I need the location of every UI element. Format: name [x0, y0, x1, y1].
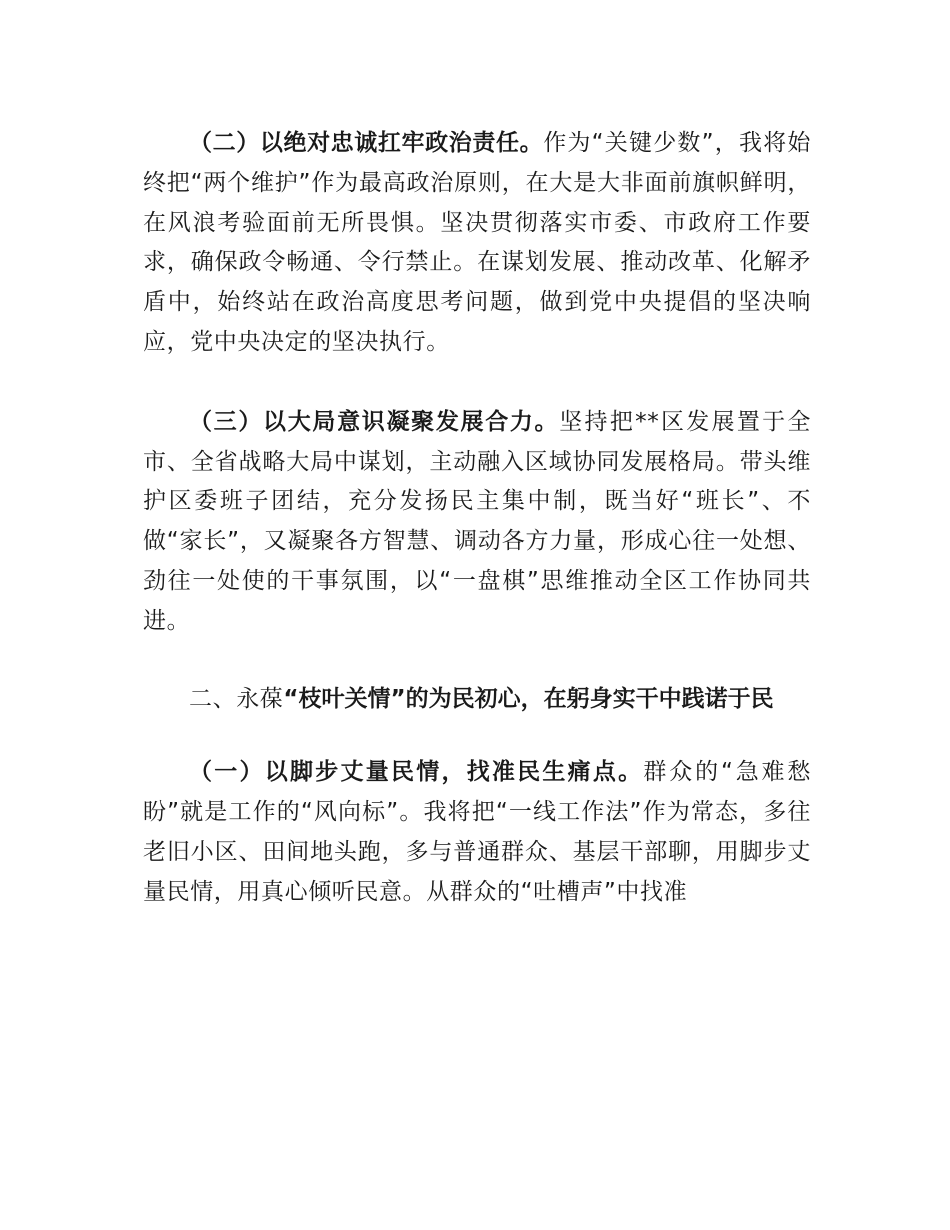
paragraph-heading: （二）以绝对忠诚扛牢政治责任。 [189, 130, 544, 156]
paragraph-body: 坚持把**区发展置于全市、全省战略大局中谋划，主动融入区域协同发展格局。带头维护区委班子团结，充分发扬民主集中制，既当好“班长”、不做“家长”，又凝聚各方智慧、调动各方力量，形成心往一处想、劲往一处使的干事氛围，以“一盘棋”思维推动全区工作协同共进。 [143, 408, 811, 634]
section-title: “枝叶关情”的为民初心，在躬身实干中践诺于民 [283, 685, 774, 712]
paragraph-body: 群众的“急难愁盼”就是工作的“风向标”。我将把“一线工作法”作为常态，多往老旧小区、田间地头跑，多与普通群众、基层干部聊，用脚步丈量民情，用真心倾听民意。从群众的“吐槽声”中找准 [143, 759, 811, 905]
paragraph-body: 作为“关键少数”，我将始终把“两个维护”作为最高政治原则，在大是大非面前旗帜鲜明，在风浪考验面前无所畏惧。坚决贯彻落实市委、市政府工作要求，确保政令畅通、令行禁止。在谋划发展、推动改革、化解矛盾中，始终站在政治高度思考问题，做到党中央提倡的坚决响应，党中央决定的坚决执行。 [143, 130, 812, 355]
paragraph-heading: （三）以大局意识凝聚发展合力。 [189, 408, 560, 435]
paragraph-overall-situation [143, 403, 811, 642]
section-number: 二、永葆 [189, 685, 284, 712]
paragraph-heading: （一）以脚步丈量民情，找准民生痛点。 [189, 759, 644, 786]
section-heading-two [143, 680, 811, 720]
paragraph-political-responsibility [143, 124, 811, 363]
document-page [143, 124, 811, 913]
paragraph-people-livelihood [143, 753, 811, 912]
